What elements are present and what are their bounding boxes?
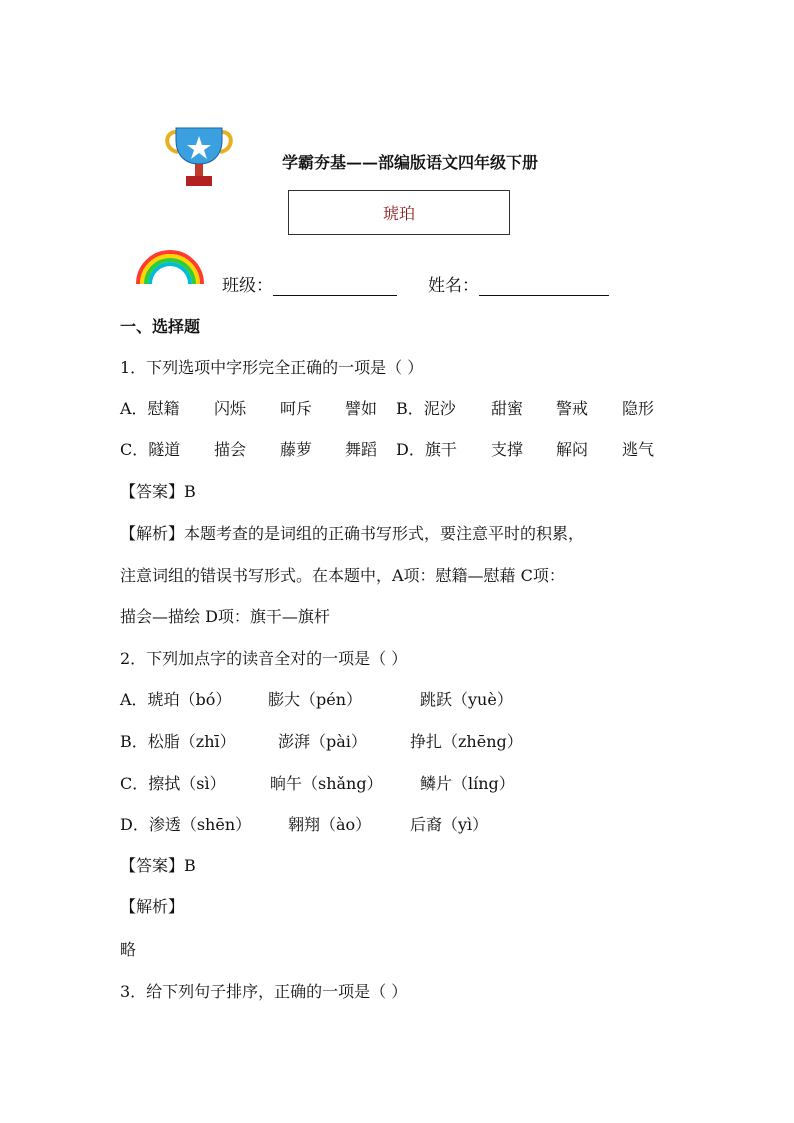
name-label: 姓名： (428, 276, 479, 296)
q1-option: 舞蹈 (345, 440, 378, 459)
q2-item: C．擦拭（sì） (120, 774, 226, 793)
q2-item: A．琥珀（bó） (120, 690, 232, 709)
q1-analysis-line-3: 描会—描绘 D项：旗干—旗杆 (120, 607, 330, 626)
q1-option: 譬如 (345, 399, 378, 418)
q1-analysis-line-2: 注意词组的错误书写形式。在本题中，A项：慰籍—慰藉 C项： (120, 566, 565, 585)
q1-option: 逃气 (622, 440, 655, 459)
class-blank (273, 279, 397, 296)
q1-answer: 【答案】B (120, 482, 196, 501)
class-label: 班级： (222, 276, 273, 296)
q2-analysis-label: 【解析】 (120, 897, 185, 916)
q1-option: A．慰籍 (120, 399, 180, 418)
q2-item: 后裔（yì） (410, 815, 489, 834)
q2-analysis-text: 略 (120, 940, 137, 959)
q1-option: 解闷 (556, 440, 589, 459)
q1-option: 描会 (214, 440, 247, 459)
q1-option: 隐形 (622, 399, 655, 418)
name-blank (479, 279, 609, 296)
q1-option: C．隧道 (120, 440, 181, 459)
q2-item: 挣扎（zhēng） (410, 732, 523, 751)
q1-option: B．泥沙 (396, 399, 456, 418)
lesson-title-box (288, 190, 510, 235)
q1-stem: 1．下列选项中字形完全正确的一项是（ ） (120, 358, 424, 377)
q1-analysis-line-1: 【解析】本题考查的是词组的正确书写形式，要注意平时的积累， (120, 524, 585, 543)
q3-stem: 3．给下列句子排序，正确的一项是（ ） (120, 982, 408, 1001)
q1-option: 甜蜜 (491, 399, 524, 418)
q2-item: B．松脂（zhī） (120, 732, 236, 751)
lesson-title: 琥珀 (382, 204, 415, 223)
q2-answer: 【答案】B (120, 856, 196, 875)
q1-option: 闪烁 (214, 399, 247, 418)
q2-item: 跳跃（yuè） (420, 690, 513, 709)
q1-option: 呵斥 (280, 399, 313, 418)
q2-item: 膨大（pén） (268, 690, 363, 709)
q2-item: 澎湃（pài） (278, 732, 367, 751)
q2-item: D．渗透（shēn） (120, 815, 252, 834)
trophy-icon (164, 126, 234, 190)
name-field (428, 276, 609, 296)
q2-item: 鳞片（líng） (420, 774, 515, 793)
q1-option: 警戒 (556, 399, 589, 418)
q2-stem: 2．下列加点字的读音全对的一项是（ ） (120, 649, 408, 668)
q1-option: 支撑 (491, 440, 524, 459)
class-field (222, 276, 397, 296)
q2-item: 晌午（shǎng） (270, 774, 383, 793)
q1-option: 藤萝 (280, 440, 313, 459)
q1-option: D．旗干 (396, 440, 457, 459)
section-heading: 一、选择题 (120, 317, 201, 336)
q2-item: 翱翔（ào） (288, 815, 372, 834)
rainbow-icon (134, 246, 206, 286)
document-title: 学霸夯基——部编版语文四年级下册 (282, 153, 539, 172)
